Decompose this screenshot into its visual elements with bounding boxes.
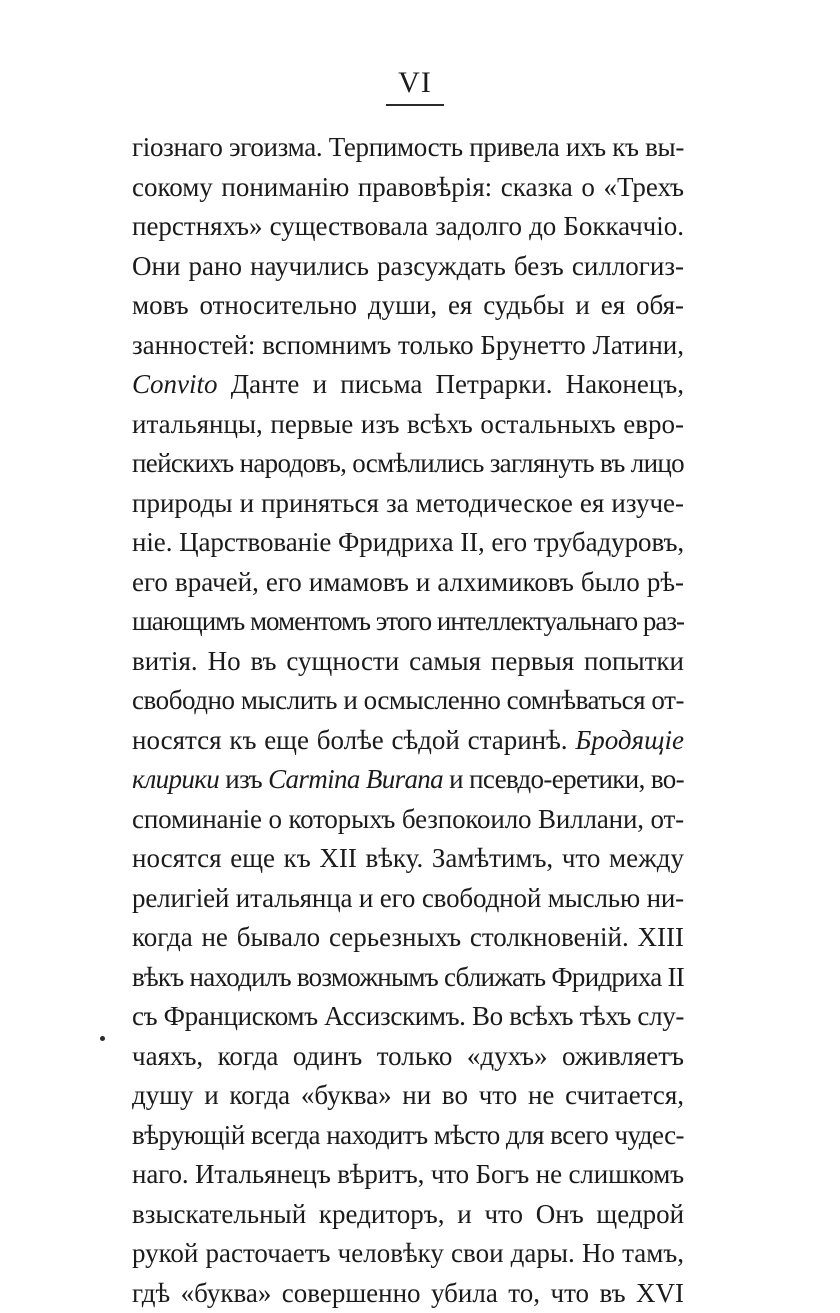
text-line: споминаніе о которыхъ безпокоило Виллани, от- bbox=[132, 800, 684, 840]
text-line: природы и приняться за методическое ея изуче- bbox=[132, 484, 684, 524]
text-line: наго. Итальянецъ вѣритъ, что Богъ не слишкомъ bbox=[132, 1155, 684, 1195]
text-line: носятся къ еще болѣе сѣдой старинѣ. Бродящіе bbox=[132, 721, 684, 761]
italic-term: Бродящіе bbox=[575, 725, 684, 755]
text-line: свободно мыслить и осмысленно сомнѣваться от- bbox=[132, 681, 684, 721]
italic-term: клирики bbox=[132, 764, 219, 794]
text-line: носятся еще къ XII вѣку. Замѣтимъ, что между bbox=[132, 839, 684, 879]
text-line: перстняхъ» существовала задолго до Боккаччіо. bbox=[132, 207, 684, 247]
page-number: VI bbox=[380, 66, 450, 100]
text-line: Они рано научились разсуждать безъ силлогиз- bbox=[132, 247, 684, 287]
text-line: чаяхъ, когда одинъ только «духъ» оживляетъ bbox=[132, 1037, 684, 1077]
text-line: религіей итальянца и его свободной мыслью ни- bbox=[132, 879, 684, 919]
text-line: взыскательный кредиторъ, и что Онъ щедрой bbox=[132, 1195, 684, 1235]
text-line: вѣрующій всегда находитъ мѣсто для всего чудес- bbox=[132, 1116, 684, 1156]
text-line: шающимъ моментомъ этого интеллектуальнаго раз- bbox=[132, 602, 684, 642]
text-line: ніе. Царствованіе Фридриха II, его трубадуровъ, bbox=[132, 523, 684, 563]
text-line: вѣкъ находилъ возможнымъ сближать Фридриха II bbox=[132, 958, 684, 998]
page-number-rule bbox=[386, 104, 444, 106]
ink-speck bbox=[100, 1036, 105, 1041]
italic-title-carmina-burana: Carmina Burana bbox=[268, 764, 443, 794]
text-line: съ Францискомъ Ассизскимъ. Во всѣхъ тѣхъ слу- bbox=[132, 997, 684, 1037]
text-line: гдѣ «буква» совершенно убила то, что въ XVI bbox=[132, 1274, 684, 1313]
italic-title-convito: Convito bbox=[132, 369, 218, 399]
text-line: занностей: вспомнимъ только Брунетто Латини, bbox=[132, 326, 684, 366]
text-line: душу и когда «буква» ни во что не считается, bbox=[132, 1076, 684, 1116]
text-line: сокому пониманію правовѣрія: сказка о «Трехъ bbox=[132, 168, 684, 208]
text-line: рукой расточаетъ человѣку свои дары. Но тамъ, bbox=[132, 1234, 684, 1274]
body-text bbox=[132, 128, 684, 1313]
text-line: Convito Данте и письма Петрарки. Наконецъ, bbox=[132, 365, 684, 405]
text-line: гіознаго эгоизма. Терпимость привела ихъ къ вы- bbox=[132, 128, 684, 168]
text-line: когда не бывало серьезныхъ столкновеній. XIII bbox=[132, 918, 684, 958]
text-line: пейскихъ народовъ, осмѣлились заглянуть въ лицо bbox=[132, 444, 684, 484]
text-line: итальянцы, первые изъ всѣхъ остальныхъ евро- bbox=[132, 405, 684, 445]
text-line: витія. Но въ сущности самыя первыя попытки bbox=[132, 642, 684, 682]
text-line: мовъ относительно души, ея судьбы и ея обя- bbox=[132, 286, 684, 326]
text-line: его врачей, его имамовъ и алхимиковъ было рѣ- bbox=[132, 563, 684, 603]
text-line: клирики изъ Carmina Burana и псевдо-еретики, во- bbox=[132, 760, 684, 800]
